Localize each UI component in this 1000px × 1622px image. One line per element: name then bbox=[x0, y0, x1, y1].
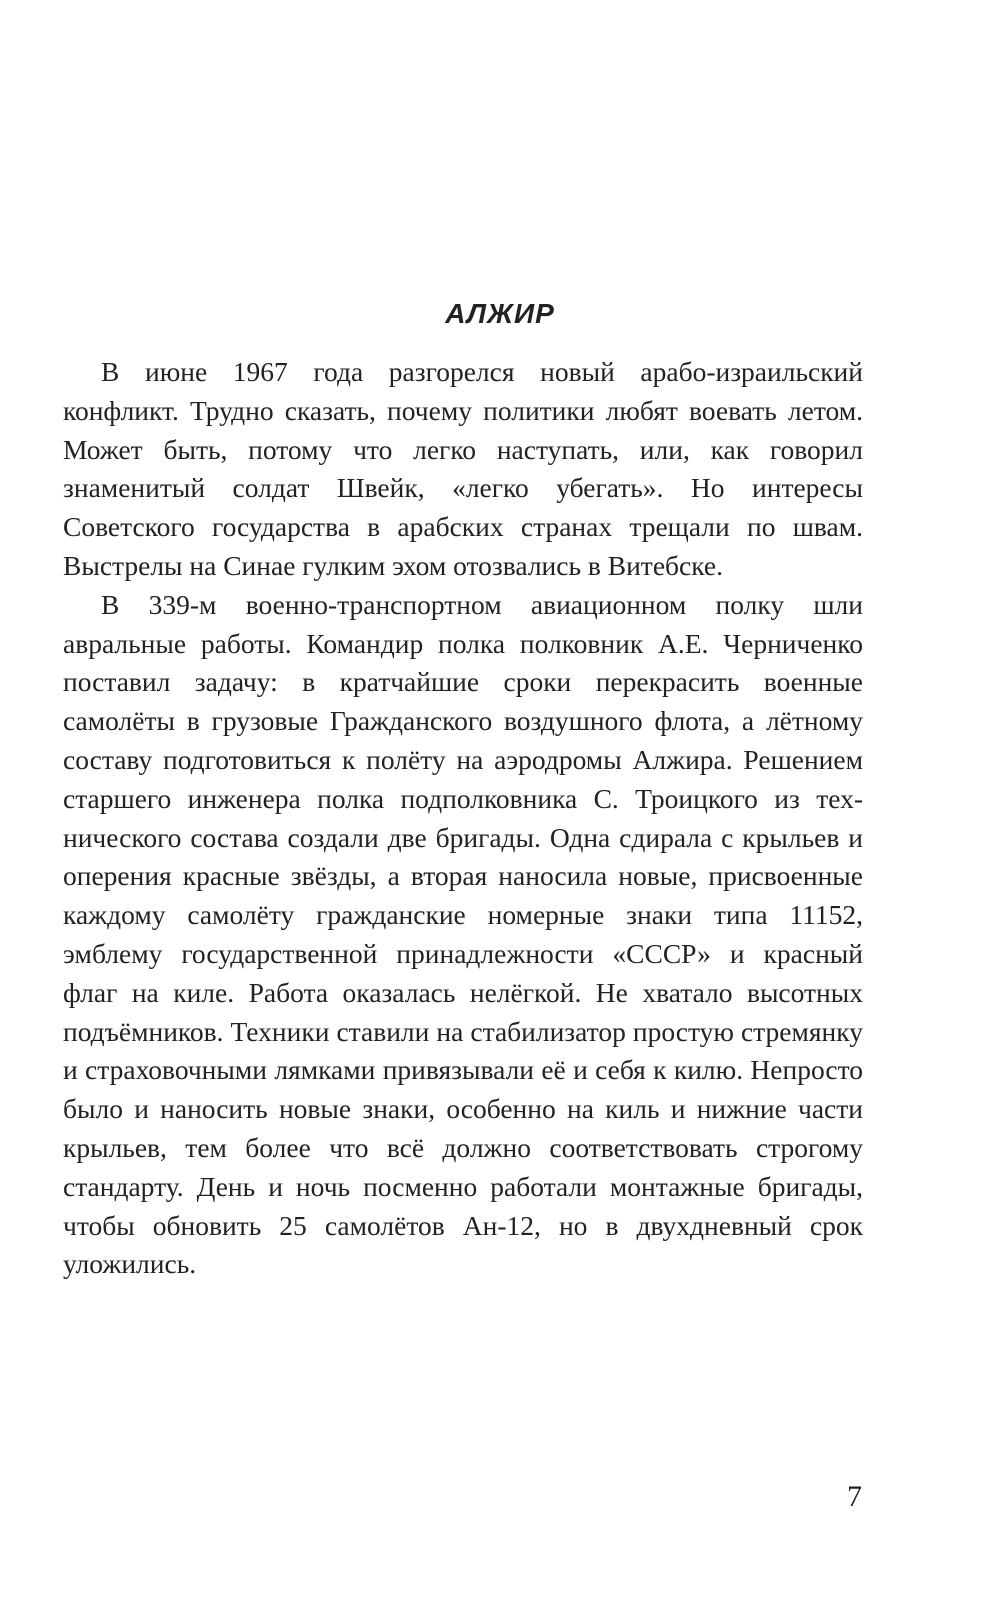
paragraph-2: В 339-м военно-транспортном авиационном полку шли авральные работы. Командир полка полковник А.Е. Черниченко поставил задачу: в кратчайшие сроки перекрасить военные самолёты в грузовые Гражданского воздушного флота, а лётному составу подготовиться к полёту на аэродромы Алжира. Решением старшего инженера полка подполковника С. Троицкого из технического состава создали две бригады. Одна сдирала с крыльев и оперения красные звёзды, а вторая наносила новые, присвоенные каждому самолёту гражданские номерные знаки типа 11152, эмблему государственной принадлежности «СССР» и красный флаг на киле. Работа оказалась нелёгкой. Не хватало высотных подъёмников. Техники ставили на стабилизатор простую стремянку и страховочными лямками привязывали её и себя к килю. Непросто было и наносить новые знаки, особенно на киль и нижние части крыльев, тем более что всё должно соответствовать строгому стандарту. День и ночь посменно работали монтажные бригады, чтобы обновить 25 самолётов Ан-12, но в двухдневный срок уложились. bbox=[63, 588, 863, 1280]
page-number: 7 bbox=[847, 1480, 862, 1513]
paragraph-1: В июне 1967 года разгорелся новый арабо-израильский конфликт. Трудно сказать, почему политики любят воевать летом. Может быть, потому что легко наступать, или, как говорил знаменитый солдат Швейк, «легко убегать». Но интересы Советского государства в арабских странах трещали по швам. Выстрелы на Синае гулким эхом отозвались в Витебске. bbox=[63, 356, 863, 581]
body-text bbox=[63, 353, 863, 1284]
chapter-title: АЛЖИР bbox=[445, 298, 555, 329]
